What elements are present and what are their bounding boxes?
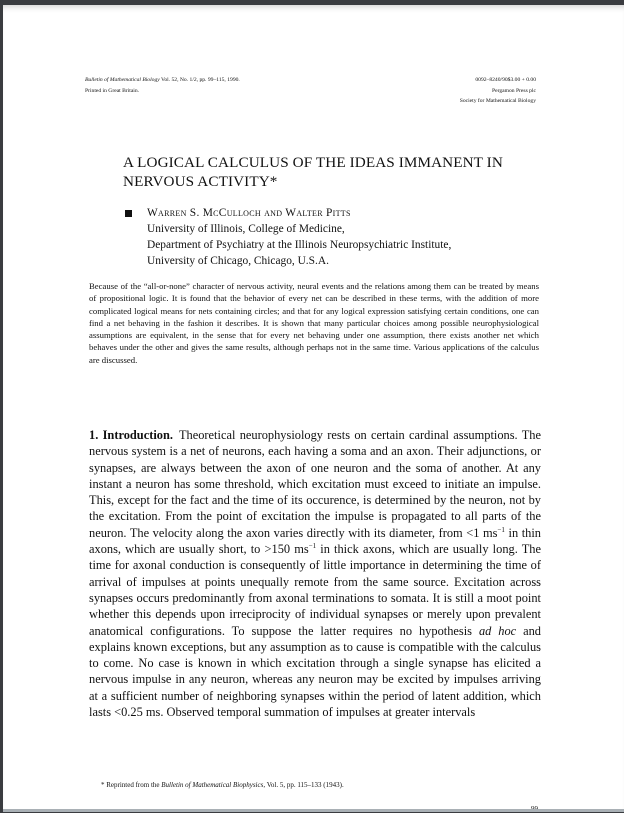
author-names: Warren S. McCulloch and Walter Pitts bbox=[147, 207, 351, 219]
citation-details: Vol. 52, No. 1/2, pp. 99–115, 1990. bbox=[159, 77, 240, 83]
footnote bbox=[101, 780, 344, 790]
pdf-page bbox=[3, 5, 624, 809]
title-line-1: A LOGICAL CALCULUS OF THE IDEAS IMMANENT IN bbox=[123, 154, 503, 171]
body-text-part: and explains known exceptions, but any assumption as to cause is compatible with the calculus to come. No case is known in which excitation through a single synapse has elicited a nervous impulse in any neuron, whereas any neuron may be excited by impulses arriving at a sufficient number of neighboring synapses within the period of latent addition, which lasts <0.25 ms. Observed temporal summation of impulses at greater intervals bbox=[89, 623, 541, 720]
body-text-part: Theoretical neurophysiology rests on certain cardinal assumptions. The nervous system is a net of neurons, each having a soma and an axon. Their adjunctions, or synapses, are always between the axon of one neuron and the soma of another. At any instant a neuron has some threshold, which excitation must exceed to initiate an impulse. This, except for the fact and the time of its occurence, is determined by the neuron, not by the excitation. From the point of excitation the impulse is propagated to all parts of the neuron. The velocity along the axon varies directly with its diameter, from <1 ms bbox=[89, 428, 541, 540]
body-text-part: in thick axons, which are usually long. The time for axonal conduction is consequently of little importance in determining the time of arrival of impulses at points unequally remote from the same source. Excitation across synapses occurs predominantly from axonal terminations to somata. It is still a moot point whether this depends upon irreciprocity of individual synapses or merely upon prevalent anatomical configurations. To suppose the latter requires no hypothesis bbox=[89, 542, 541, 638]
italic-phrase: ad hoc bbox=[478, 623, 517, 638]
affiliation-3: University of Chicago, Chicago, U.S.A. bbox=[147, 255, 329, 267]
authors-block bbox=[125, 205, 585, 269]
superscript: −1 bbox=[308, 541, 317, 550]
printed-in: Printed in Great Britain. bbox=[85, 87, 140, 94]
footnote-prefix: * Reprinted from the bbox=[101, 781, 162, 789]
journal-name: Bulletin of Mathematical Biology bbox=[85, 77, 160, 83]
section-heading: 1. Introduction. bbox=[89, 428, 173, 442]
publisher: Pergamon Press plc bbox=[491, 87, 536, 94]
journal-header-left bbox=[85, 75, 240, 96]
affiliation-2: Department of Psychiatry at the Illinois Neuropsychiatric Institute, bbox=[147, 239, 452, 251]
society: Society for Mathematical Biology bbox=[459, 98, 536, 104]
paper-title bbox=[123, 153, 573, 191]
affiliation-1: University of Illinois, College of Medicine, bbox=[147, 223, 345, 235]
journal-citation bbox=[85, 75, 240, 86]
superscript: −1 bbox=[497, 525, 505, 534]
square-bullet-icon bbox=[125, 210, 132, 217]
introduction-paragraph bbox=[89, 427, 541, 720]
issn-code: 0092–8240/90$3.00 + 0.00 bbox=[475, 77, 536, 83]
title-line-2: NERVOUS ACTIVITY* bbox=[123, 173, 278, 190]
abstract: Because of the “all-or-none” character of nervous activity, neural events and the relations among them can be treated by means of propositional logic. It is found that the behavior of every net can be described in these terms, with the addition of more complicated logical means for nets containing circles; and that for any logical expression satisfying certain conditions, one can find a net behaving in the fashion it describes. It is shown that many particular choices among possible neurophysiological assumptions are equivalent, in the sense that for every net behaving under one assumption, there exists another net which behaves under the other and gives the same results, although perhaps not in the same time. Various applications of the calculus are discussed. bbox=[89, 281, 539, 365]
footnote-journal: Bulletin of Mathematical Biophysics bbox=[161, 781, 264, 789]
body-text-part: in thin axons, which are usually short, to >150 ms bbox=[89, 525, 541, 557]
journal-header-right bbox=[460, 75, 536, 107]
footnote-suffix: , Vol. 5, pp. 115–133 (1943). bbox=[263, 781, 344, 789]
